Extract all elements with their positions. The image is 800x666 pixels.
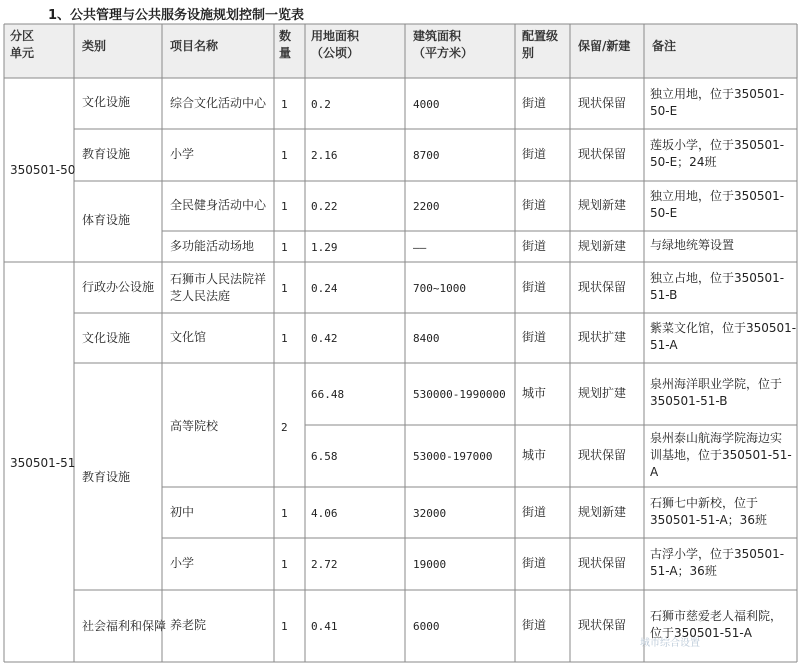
level-cell: 街道 bbox=[522, 279, 547, 294]
status-cell: 规划新建 bbox=[578, 504, 627, 519]
count-cell: 2 bbox=[281, 421, 288, 434]
land-area-cell: 0.22 bbox=[311, 200, 338, 213]
header-land-area: 用地面积 （公顷） bbox=[311, 29, 360, 60]
status-cell: 现状保留 bbox=[578, 147, 627, 161]
category-cell: 文化设施 bbox=[82, 331, 131, 345]
level-cell: 街道 bbox=[522, 147, 547, 161]
count-cell: 1 bbox=[281, 97, 288, 111]
level-cell: 街道 bbox=[522, 238, 547, 253]
land-area-cell: 0.2 bbox=[311, 97, 331, 111]
count-cell: 1 bbox=[281, 200, 288, 213]
status-cell: 现状保留 bbox=[578, 448, 627, 462]
status-cell: 现状保留 bbox=[578, 618, 627, 632]
watermark: 城市综合设置 bbox=[640, 638, 700, 649]
level-cell: 街道 bbox=[522, 504, 547, 519]
remark-cell: 莲坂小学，位于350501- 50-E；24班 bbox=[650, 138, 785, 169]
category-cell: 文化设施 bbox=[82, 95, 131, 109]
project-cell: 文化馆 bbox=[170, 330, 207, 344]
land-area-cell: 0.42 bbox=[311, 332, 338, 345]
category-cell: 行政办公设施 bbox=[82, 280, 155, 294]
level-cell: 街道 bbox=[522, 330, 547, 344]
count-cell: 1 bbox=[281, 506, 288, 520]
land-area-cell: 2.16 bbox=[311, 149, 338, 162]
level-cell: 街道 bbox=[522, 556, 547, 570]
project-cell: 小学 bbox=[170, 147, 195, 161]
project-cell: 小学 bbox=[170, 556, 195, 570]
building-area-cell: 8400 bbox=[413, 332, 440, 345]
status-cell: 现状保留 bbox=[578, 556, 627, 570]
land-area-cell: 1.29 bbox=[311, 240, 338, 254]
project-cell: 养老院 bbox=[170, 618, 207, 632]
project-cell: 全民健身活动中心 bbox=[170, 198, 267, 212]
status-cell: 现状保留 bbox=[578, 95, 627, 110]
project-cell: 高等院校 bbox=[170, 419, 219, 433]
building-area-cell: 8700 bbox=[413, 149, 440, 162]
land-area-cell: 0.24 bbox=[311, 281, 338, 295]
land-area-cell: 2.72 bbox=[311, 558, 338, 571]
land-area-cell: 4.06 bbox=[311, 506, 338, 520]
remark-cell: 古浮小学，位于350501- 51-A；36班 bbox=[650, 547, 785, 578]
status-cell: 规划扩建 bbox=[578, 386, 627, 400]
header-building-area: 建筑面积 （平方米） bbox=[413, 29, 474, 60]
land-area-cell: 0.41 bbox=[311, 620, 338, 633]
status-cell: 现状保留 bbox=[578, 279, 627, 294]
header-zone: 分区 单元 bbox=[10, 29, 35, 60]
remark-cell: 独立占地，位于350501- 51-B bbox=[650, 270, 785, 302]
level-cell: 街道 bbox=[522, 618, 547, 632]
building-area-cell: 53000-197000 bbox=[413, 450, 493, 463]
building-area-cell: 700~1000 bbox=[413, 281, 466, 295]
header-project: 项目名称 bbox=[170, 39, 219, 53]
status-cell: 现状扩建 bbox=[578, 330, 627, 344]
header-status: 保留/新建 bbox=[578, 39, 631, 53]
zone-cell: 350501-51 bbox=[10, 456, 76, 470]
level-cell: 城市 bbox=[522, 448, 547, 462]
building-area-cell: 4000 bbox=[413, 97, 440, 111]
header-category: 类别 bbox=[82, 39, 107, 53]
project-cell: 石狮市人民法院祥 芝人民法庭 bbox=[170, 271, 267, 303]
remark-cell: 石狮市慈爱老人福利院， 位于350501-51-A bbox=[650, 609, 783, 640]
category-cell: 教育设施 bbox=[82, 147, 131, 161]
remark-cell: 石狮七中新校，位于 350501-51-A；36班 bbox=[650, 495, 767, 527]
land-area-cell: 6.58 bbox=[311, 450, 338, 463]
level-cell: 城市 bbox=[522, 386, 547, 400]
count-cell: 1 bbox=[281, 332, 288, 345]
building-area-cell: 2200 bbox=[413, 200, 440, 213]
category-cell: 教育设施 bbox=[82, 470, 131, 484]
category-cell: 体育设施 bbox=[82, 213, 131, 227]
land-area-cell: 66.48 bbox=[311, 388, 345, 401]
remark-cell: 泉州泰山航海学院海边实 训基地，位于350501-51- A bbox=[650, 430, 792, 479]
level-cell: 街道 bbox=[522, 95, 547, 110]
zone-cell: 350501-50 bbox=[10, 163, 76, 177]
header-level: 配置级 别 bbox=[522, 29, 559, 60]
count-cell: 1 bbox=[281, 558, 288, 571]
document-title: 1、公共管理与公共服务设施规划控制一览表 bbox=[48, 8, 305, 23]
project-cell: 综合文化活动中心 bbox=[170, 95, 267, 110]
remark-cell: 独立用地，位于350501- 50-E bbox=[650, 86, 785, 118]
category-cell: 社会福利和保障 bbox=[82, 619, 167, 633]
status-cell: 规划新建 bbox=[578, 238, 627, 253]
building-area-cell: 32000 bbox=[413, 506, 447, 520]
count-cell: 1 bbox=[281, 281, 288, 295]
count-cell: 1 bbox=[281, 149, 288, 162]
building-area-cell: —— bbox=[413, 240, 427, 254]
building-area-cell: 6000 bbox=[413, 620, 440, 633]
building-area-cell: 530000-1990000 bbox=[413, 388, 506, 401]
header-count: 数 量 bbox=[279, 29, 292, 60]
remark-cell: 与绿地统筹设置 bbox=[650, 238, 735, 252]
level-cell: 街道 bbox=[522, 198, 547, 212]
remark-cell: 泉州海洋职业学院，位于 350501-51-B bbox=[650, 377, 783, 408]
count-cell: 1 bbox=[281, 240, 288, 254]
remark-cell: 独立用地，位于350501- 50-E bbox=[650, 189, 785, 220]
project-cell: 多功能活动场地 bbox=[170, 238, 255, 253]
remark-cell: 紫菜文化馆，位于350501- 51-A bbox=[650, 321, 797, 352]
project-cell: 初中 bbox=[170, 504, 195, 519]
building-area-cell: 19000 bbox=[413, 558, 447, 571]
count-cell: 1 bbox=[281, 620, 288, 633]
header-remark: 备注 bbox=[652, 39, 677, 53]
status-cell: 规划新建 bbox=[578, 198, 627, 212]
